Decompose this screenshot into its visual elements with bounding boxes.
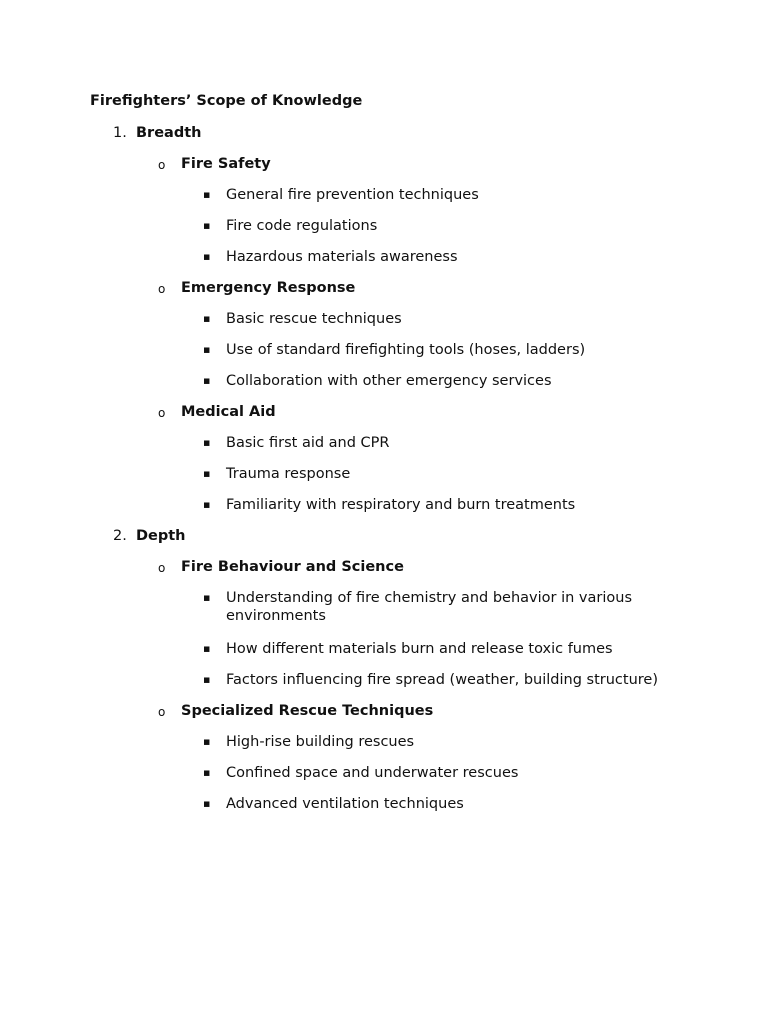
square-bullet-icon: ▪ — [203, 673, 211, 686]
list-item — [0, 310, 768, 341]
list-item — [0, 795, 768, 826]
list-item — [0, 671, 768, 702]
list-item — [0, 186, 768, 217]
section-number: 1. — [113, 125, 127, 141]
square-bullet-icon: ▪ — [203, 219, 211, 232]
list-item — [0, 434, 768, 465]
square-bullet-icon: ▪ — [203, 312, 211, 325]
square-bullet-icon: ▪ — [203, 797, 211, 810]
list-item-text: How different materials burn and release toxic fumes — [226, 641, 613, 657]
topic-heading: Specialized Rescue Techniques — [181, 703, 434, 719]
square-bullet-icon: ▪ — [203, 188, 211, 201]
list-item-text: High-rise building rescues — [226, 734, 415, 750]
list-item — [0, 640, 768, 671]
list-item-text: Confined space and underwater rescues — [226, 765, 519, 781]
list-item-text: Hazardous materials awareness — [226, 249, 458, 265]
square-bullet-icon: ▪ — [203, 735, 211, 748]
outline-list — [0, 124, 768, 826]
topic-heading: Medical Aid — [181, 404, 276, 420]
square-bullet-icon: ▪ — [203, 250, 211, 263]
square-bullet-icon: ▪ — [203, 766, 211, 779]
list-item-text: Basic rescue techniques — [226, 311, 402, 327]
sub-bullet-marker: o — [158, 406, 166, 420]
list-item — [0, 217, 768, 248]
list-item-text: Familiarity with respiratory and burn treatments — [226, 497, 576, 513]
list-item-text: Trauma response — [226, 466, 351, 482]
list-item — [0, 733, 768, 764]
list-item-text: Fire code regulations — [226, 218, 378, 234]
square-bullet-icon: ▪ — [203, 498, 211, 511]
square-bullet-icon: ▪ — [203, 343, 211, 356]
topic-medical-aid — [0, 403, 768, 434]
page-title: Firefighters’ Scope of Knowledge — [90, 93, 363, 109]
list-item — [0, 341, 768, 372]
section-number: 2. — [113, 528, 127, 544]
sub-bullet-marker: o — [158, 158, 166, 172]
section-depth — [0, 527, 768, 558]
list-item — [0, 764, 768, 795]
list-item — [0, 589, 768, 640]
square-bullet-icon: ▪ — [203, 591, 211, 604]
list-item-text: Understanding of fire chemistry and behavior in various environments — [226, 590, 632, 624]
square-bullet-icon: ▪ — [203, 436, 211, 449]
topic-fire-behaviour — [0, 558, 768, 589]
list-item-text: Use of standard firefighting tools (hoses, ladders) — [226, 342, 586, 358]
topic-heading: Fire Behaviour and Science — [181, 559, 404, 575]
list-item-text: General fire prevention techniques — [226, 187, 479, 203]
sub-bullet-marker: o — [158, 705, 166, 719]
list-item — [0, 248, 768, 279]
section-heading: Depth — [136, 528, 186, 544]
list-item-text: Basic first aid and CPR — [226, 435, 390, 451]
sub-bullet-marker: o — [158, 561, 166, 575]
list-item — [0, 496, 768, 527]
square-bullet-icon: ▪ — [203, 374, 211, 387]
topic-fire-safety — [0, 155, 768, 186]
square-bullet-icon: ▪ — [203, 467, 211, 480]
topic-heading: Fire Safety — [181, 156, 271, 172]
sub-bullet-marker: o — [158, 282, 166, 296]
list-item-text: Factors influencing fire spread (weather, building structure) — [226, 672, 658, 688]
topic-heading: Emergency Response — [181, 280, 356, 296]
list-item — [0, 465, 768, 496]
list-item-text: Collaboration with other emergency services — [226, 373, 552, 389]
topic-emergency-response — [0, 279, 768, 310]
section-heading: Breadth — [136, 125, 202, 141]
list-item-text: Advanced ventilation techniques — [226, 796, 464, 812]
list-item — [0, 372, 768, 403]
topic-specialized-rescue — [0, 702, 768, 733]
square-bullet-icon: ▪ — [203, 642, 211, 655]
section-breadth — [0, 124, 768, 155]
